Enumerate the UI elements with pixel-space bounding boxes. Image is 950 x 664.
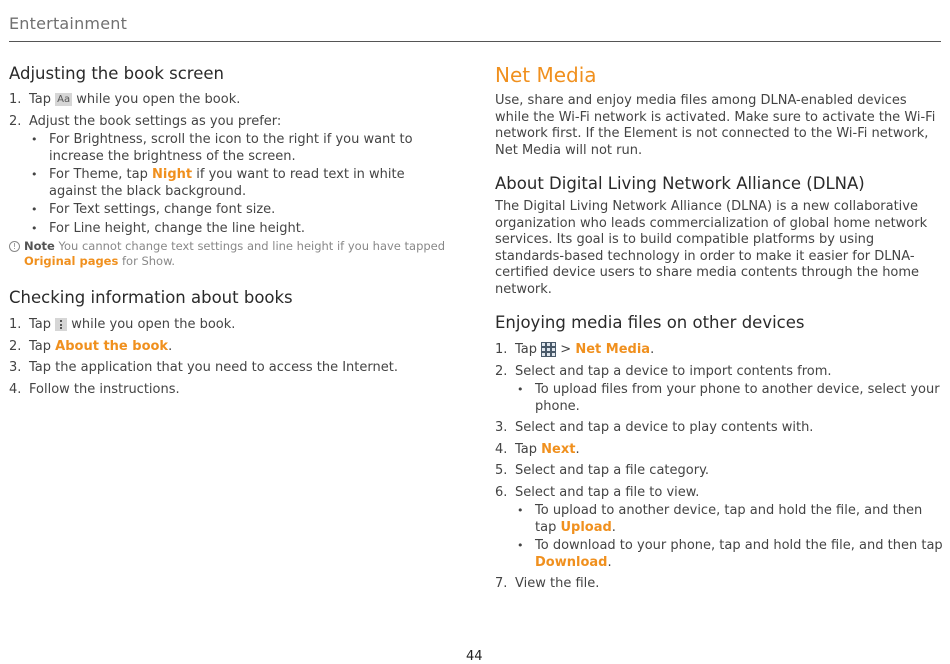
step-text: Adjust the book settings as you prefer: [29, 113, 282, 129]
upload-option: Upload [560, 519, 612, 535]
list-item [9, 339, 449, 356]
bullet-item [29, 132, 449, 165]
step-number: 6. [495, 484, 508, 500]
step-number: 7. [495, 576, 508, 591]
note-label: Note [24, 239, 55, 253]
net-media-option: Net Media [575, 342, 651, 357]
bullet-dot: • [31, 221, 38, 235]
step-text: Select and tap a file to view. [515, 484, 700, 500]
step-text: Select and tap a device to import contents from. [515, 363, 832, 379]
bullet-text: . [607, 554, 612, 570]
section-heading-enjoying: Enjoying media files on other devices [495, 313, 805, 332]
adjusting-steps [9, 92, 449, 237]
step-number: 4. [9, 381, 22, 397]
step-text: View the file. [515, 576, 600, 591]
step-text: Select and tap a device to play contents with. [515, 420, 814, 435]
list-item [495, 576, 943, 593]
step-number: 3. [9, 360, 22, 375]
step-text: Tap [29, 317, 52, 332]
info-icon: ! [9, 241, 20, 252]
step-text: while you open the book. [71, 317, 236, 332]
step-number: 4. [495, 441, 508, 457]
step-text: . [575, 441, 580, 457]
bullet-item [515, 503, 943, 536]
bullet-dot: • [517, 504, 524, 517]
separator: > [560, 342, 572, 357]
step2-bullets [515, 382, 943, 415]
bullet-dot: • [517, 539, 524, 552]
bullet-item [515, 538, 943, 571]
note-text: You cannot change text settings and line height if you have tapped [58, 239, 446, 253]
list-item [495, 342, 943, 359]
list-item [495, 442, 943, 459]
page-header [9, 14, 941, 42]
section-heading-checking: Checking information about books [9, 288, 293, 307]
step-text: Follow the instructions. [29, 381, 180, 397]
list-item [9, 92, 449, 109]
step-text: Tap [29, 338, 52, 354]
right-column [495, 60, 943, 593]
step-text: Tap [515, 342, 538, 357]
about-the-book-option: About the book [55, 338, 169, 354]
page-title: Net Media [495, 63, 597, 87]
left-column [9, 60, 449, 398]
bullet-text: To upload to another device, tap and hold the file, and then tap [535, 503, 923, 535]
step-number: 1. [9, 92, 22, 107]
step-text: Tap [515, 441, 538, 457]
next-option: Next [541, 441, 576, 457]
dlna-text: The Digital Living Network Alliance (DLNA) is a new collaborative organization who leads commercialization of global home network services. Its goal is to build compatible platforms by using standards-based technology in order to make it easier for DLNA-certified device users to share media contents through the home network. [495, 199, 928, 297]
bullet-text: For Text settings, change font size. [49, 202, 276, 217]
original-pages-option: Original pages [24, 253, 119, 268]
step-number: 2. [9, 113, 22, 129]
enjoying-steps [495, 342, 943, 593]
text-settings-icon: Aa [57, 94, 71, 105]
list-item [495, 485, 943, 572]
bullet-text: . [611, 519, 616, 535]
step-number: 1. [495, 342, 508, 357]
step-text: . [650, 342, 655, 357]
settings-bullets [29, 132, 449, 237]
step-text: Tap [29, 92, 52, 107]
section-heading-adjusting: Adjusting the book screen [9, 64, 224, 83]
bullet-text: To download to your phone, tap and hold the file, and then tap [535, 538, 943, 553]
bullet-dot: • [31, 203, 38, 216]
step-number: 2. [9, 338, 22, 354]
section-heading-dlna: About Digital Living Network Alliance (DLNA) [495, 174, 865, 193]
list-item [9, 382, 449, 399]
step-number: 3. [495, 420, 508, 435]
list-item [495, 364, 943, 416]
bullet-item [29, 221, 449, 238]
page-number: 44 [466, 649, 483, 664]
bullet-text: For Brightness, scroll the icon to the right if you want to increase the brightness of the screen. [49, 132, 413, 164]
bullet-dot: • [31, 133, 38, 146]
step-number: 1. [9, 317, 22, 332]
list-item [9, 114, 449, 238]
step-text: Tap the application that you need to access the Internet. [29, 360, 398, 375]
step-text: while you open the book. [76, 92, 241, 107]
bullet-item [29, 202, 449, 219]
intro-text: Use, share and enjoy media files among DLNA-enabled devices while the Wi-Fi network is activated. Make sure to activate the Wi-Fi network first. If the Element is not connected to the Wi-Fi network, Net Media will not run. [495, 93, 936, 158]
bullet-item [29, 167, 449, 200]
night-option: Night [152, 167, 193, 182]
step-number: 2. [495, 363, 508, 379]
list-item [495, 420, 943, 437]
list-item [9, 360, 449, 377]
bullet-text: To upload files from your phone to another device, select your phone. [535, 382, 940, 414]
step6-bullets [515, 503, 943, 571]
bullet-dot: • [517, 383, 524, 396]
note-text: for Show. [121, 253, 176, 268]
note [9, 239, 449, 268]
list-item [9, 317, 449, 334]
apps-grid-icon [541, 342, 556, 357]
bullet-item [515, 382, 943, 415]
menu-icon [55, 318, 67, 331]
step-text: Select and tap a file category. [515, 463, 710, 478]
bullet-dot: • [31, 168, 38, 181]
download-option: Download [535, 554, 608, 570]
step-text: . [168, 338, 173, 354]
list-item [495, 463, 943, 480]
step-number: 5. [495, 463, 508, 478]
bullet-text: For Theme, tap [49, 167, 148, 182]
checking-steps [9, 317, 449, 398]
header-title: Entertainment [9, 14, 128, 33]
bullet-text: For Line height, change the line height. [49, 220, 305, 236]
bullet-text: if you want to read text in white against the black background. [49, 167, 405, 199]
